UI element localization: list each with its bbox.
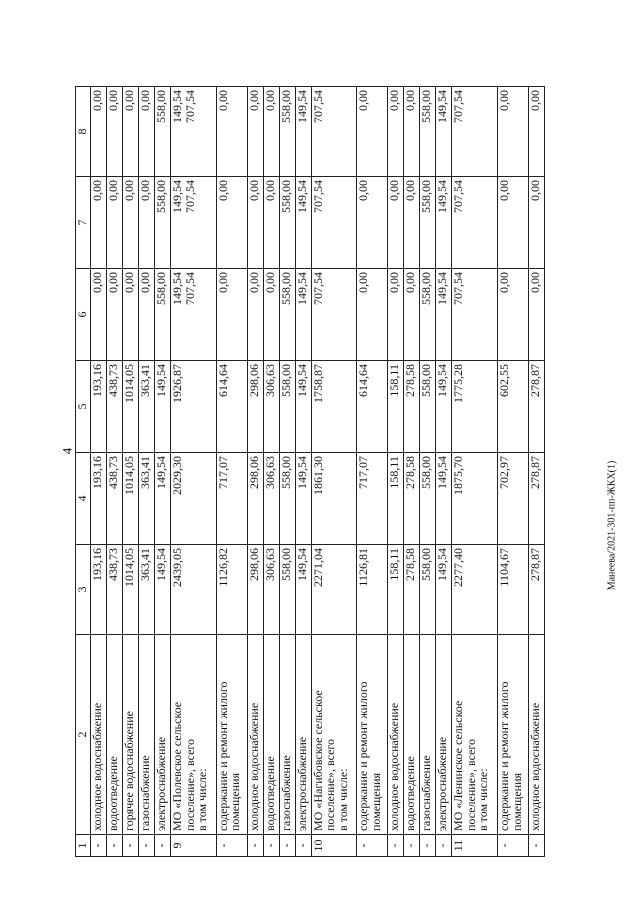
- row-name-cell: газоснабжение: [279, 635, 295, 835]
- value-cell-c6: 0,00: [357, 269, 388, 361]
- row-name-cell: водоотведение: [263, 635, 279, 835]
- col-header: 4: [76, 453, 91, 545]
- value-cell-c5: 278,87: [528, 361, 544, 453]
- row-index-cell: -: [123, 835, 139, 857]
- row-index-cell: -: [420, 835, 436, 857]
- row-name-cell: холодное водоснабжение: [528, 635, 544, 835]
- row-index-cell: -: [436, 835, 452, 857]
- row-index-cell: -: [139, 835, 155, 857]
- table-row: [436, 87, 452, 857]
- value-cell-c5: 614,64: [216, 361, 247, 453]
- value-cell-c4: 193,16: [91, 453, 107, 545]
- value-cell-c5: 158,11: [388, 361, 404, 453]
- row-index-cell: 10: [311, 835, 357, 857]
- table-row: [420, 87, 436, 857]
- row-index-cell: -: [263, 835, 279, 857]
- row-name-cell: холодное водоснабжение: [91, 635, 107, 835]
- value-cell-c7: 0,00: [247, 177, 263, 269]
- value-cell-c8: 707,54: [311, 87, 357, 177]
- value-cell-c3: 2439,05: [171, 545, 217, 635]
- value-cell-c3: 1126,82: [216, 545, 247, 635]
- value-cell-c6: 0,00: [528, 269, 544, 361]
- row-index-cell: -: [107, 835, 123, 857]
- table-row: [171, 87, 217, 857]
- value-cell-c7: 707,54: [452, 177, 498, 269]
- col-header: 3: [76, 545, 91, 635]
- row-name-cell: МО «Полевское сельское поселение», всего в том числе:: [171, 635, 217, 835]
- col-header: 7: [76, 177, 91, 269]
- value-cell-c8: 0,00: [497, 87, 528, 177]
- value-cell-c8: 0,00: [139, 87, 155, 177]
- row-index-cell: -: [404, 835, 420, 857]
- value-cell-c6: 0,00: [263, 269, 279, 361]
- value-cell-c3: 558,00: [279, 545, 295, 635]
- value-cell-c6: 0,00: [404, 269, 420, 361]
- row-index-cell: 11: [452, 835, 498, 857]
- value-cell-c4: 558,00: [420, 453, 436, 545]
- value-cell-c6: 707,54: [452, 269, 498, 361]
- table-row: [279, 87, 295, 857]
- value-cell-c3: 363,41: [139, 545, 155, 635]
- value-cell-c4: 702,97: [497, 453, 528, 545]
- document-code: Манеева/2021-301-пп-ЖКХ(1): [606, 460, 618, 591]
- col-header: 6: [76, 269, 91, 361]
- header-row: [76, 87, 91, 857]
- row-name-cell: холодное водоснабжение: [247, 635, 263, 835]
- value-cell-c6: 0,00: [139, 269, 155, 361]
- value-cell-c3: 149,54: [155, 545, 171, 635]
- value-cell-c5: 1775,28: [452, 361, 498, 453]
- value-cell-c8: 0,00: [528, 87, 544, 177]
- value-cell-c6: 0,00: [216, 269, 247, 361]
- value-cell-c8: 0,00: [263, 87, 279, 177]
- value-cell-c8: 149,54: [436, 87, 452, 177]
- table-row: [155, 87, 171, 857]
- value-cell-c6: 149,54 707,54: [171, 269, 217, 361]
- value-cell-c5: 363,41: [139, 361, 155, 453]
- value-cell-c6: 149,54: [436, 269, 452, 361]
- value-cell-c7: 0,00: [107, 177, 123, 269]
- value-cell-c8: 707,54: [452, 87, 498, 177]
- value-cell-c3: 1014,05: [123, 545, 139, 635]
- value-cell-c6: 0,00: [388, 269, 404, 361]
- row-index-cell: -: [388, 835, 404, 857]
- value-cell-c8: 0,00: [357, 87, 388, 177]
- table-row: [357, 87, 388, 857]
- value-cell-c5: 558,00: [420, 361, 436, 453]
- row-name-cell: электроснабжение: [155, 635, 171, 835]
- value-cell-c8: 558,00: [420, 87, 436, 177]
- value-cell-c4: 149,54: [155, 453, 171, 545]
- value-cell-c5: 149,54: [436, 361, 452, 453]
- rotated-table-container: [75, 87, 545, 857]
- row-name-cell: водоотведение: [107, 635, 123, 835]
- value-cell-c7: 558,00: [155, 177, 171, 269]
- value-cell-c5: 614,64: [357, 361, 388, 453]
- value-cell-c5: 149,54: [295, 361, 311, 453]
- value-cell-c6: 0,00: [497, 269, 528, 361]
- value-cell-c7: 0,00: [263, 177, 279, 269]
- value-cell-c4: 158,11: [388, 453, 404, 545]
- value-cell-c5: 298,06: [247, 361, 263, 453]
- table-row: [404, 87, 420, 857]
- value-cell-c5: 1926,87: [171, 361, 217, 453]
- row-index-cell: -: [497, 835, 528, 857]
- value-cell-c5: 193,16: [91, 361, 107, 453]
- table-row: [107, 87, 123, 857]
- col-header: 2: [76, 635, 91, 835]
- col-header: 5: [76, 361, 91, 453]
- value-cell-c8: 0,00: [388, 87, 404, 177]
- value-cell-c3: 158,11: [388, 545, 404, 635]
- value-cell-c3: 149,54: [295, 545, 311, 635]
- value-cell-c7: 707,54: [311, 177, 357, 269]
- value-cell-c7: 0,00: [139, 177, 155, 269]
- row-name-cell: водоотведение: [404, 635, 420, 835]
- row-index-cell: -: [216, 835, 247, 857]
- row-name-cell: газоснабжение: [420, 635, 436, 835]
- value-cell-c3: 2277,40: [452, 545, 498, 635]
- value-cell-c8: 0,00: [91, 87, 107, 177]
- value-cell-c4: 558,00: [279, 453, 295, 545]
- value-cell-c7: 0,00: [404, 177, 420, 269]
- value-cell-c3: 278,87: [528, 545, 544, 635]
- value-cell-c7: 0,00: [91, 177, 107, 269]
- value-cell-c3: 306,63: [263, 545, 279, 635]
- value-cell-c6: 558,00: [279, 269, 295, 361]
- value-cell-c4: 278,58: [404, 453, 420, 545]
- value-cell-c4: 717,07: [357, 453, 388, 545]
- value-cell-c4: 1014,05: [123, 453, 139, 545]
- table-row: [263, 87, 279, 857]
- col-header: 8: [76, 87, 91, 177]
- value-cell-c4: 278,87: [528, 453, 544, 545]
- value-cell-c8: 558,00: [155, 87, 171, 177]
- value-cell-c8: 558,00: [279, 87, 295, 177]
- value-cell-c3: 438,73: [107, 545, 123, 635]
- row-name-cell: МО «Ленинское сельское поселение», всего в том числе:: [452, 635, 498, 835]
- value-cell-c4: 1861,30: [311, 453, 357, 545]
- value-cell-c8: 0,00: [404, 87, 420, 177]
- row-index-cell: -: [357, 835, 388, 857]
- value-cell-c6: 558,00: [155, 269, 171, 361]
- value-cell-c3: 149,54: [436, 545, 452, 635]
- value-cell-c4: 149,54: [295, 453, 311, 545]
- row-name-cell: содержание и ремонт жилого помещения: [357, 635, 388, 835]
- value-cell-c3: 1126,81: [357, 545, 388, 635]
- value-cell-c4: 717,07: [216, 453, 247, 545]
- value-cell-c8: 0,00: [107, 87, 123, 177]
- value-cell-c4: 438,73: [107, 453, 123, 545]
- value-cell-c7: 558,00: [420, 177, 436, 269]
- row-index-cell: -: [91, 835, 107, 857]
- value-cell-c7: 558,00: [279, 177, 295, 269]
- value-cell-c3: 558,00: [420, 545, 436, 635]
- value-cell-c7: 0,00: [357, 177, 388, 269]
- col-header: 1: [76, 835, 91, 857]
- value-cell-c8: 149,54 707,54: [171, 87, 217, 177]
- value-cell-c4: 363,41: [139, 453, 155, 545]
- table-body: [91, 87, 545, 857]
- row-name-cell: газоснабжение: [139, 635, 155, 835]
- value-cell-c4: 149,54: [436, 453, 452, 545]
- value-cell-c3: 2271,04: [311, 545, 357, 635]
- row-name-cell: МО «Нагибовское сельское поселение», всего в том числе:: [311, 635, 357, 835]
- tariff-table: [75, 86, 545, 857]
- value-cell-c3: 278,58: [404, 545, 420, 635]
- value-cell-c3: 298,06: [247, 545, 263, 635]
- row-name-cell: холодное водоснабжение: [388, 635, 404, 835]
- table-row: [311, 87, 357, 857]
- value-cell-c7: 149,54: [436, 177, 452, 269]
- row-name-cell: электроснабжение: [436, 635, 452, 835]
- page-number: 4: [59, 447, 75, 455]
- value-cell-c6: 0,00: [91, 269, 107, 361]
- value-cell-c8: 0,00: [123, 87, 139, 177]
- row-name-cell: горячее водоснабжение: [123, 635, 139, 835]
- row-name-cell: содержание и ремонт жилого помещения: [497, 635, 528, 835]
- table-row: [91, 87, 107, 857]
- value-cell-c4: 1875,70: [452, 453, 498, 545]
- row-index-cell: -: [155, 835, 171, 857]
- value-cell-c7: 0,00: [497, 177, 528, 269]
- value-cell-c7: 0,00: [388, 177, 404, 269]
- value-cell-c6: 558,00: [420, 269, 436, 361]
- table-row: [247, 87, 263, 857]
- table-row: [497, 87, 528, 857]
- value-cell-c3: 1104,67: [497, 545, 528, 635]
- value-cell-c4: 306,63: [263, 453, 279, 545]
- value-cell-c7: 0,00: [216, 177, 247, 269]
- value-cell-c7: 0,00: [528, 177, 544, 269]
- row-name-cell: электроснабжение: [295, 635, 311, 835]
- value-cell-c5: 438,73: [107, 361, 123, 453]
- value-cell-c8: 149,54: [295, 87, 311, 177]
- value-cell-c6: 149,54: [295, 269, 311, 361]
- value-cell-c8: 0,00: [216, 87, 247, 177]
- value-cell-c7: 0,00: [123, 177, 139, 269]
- table-row: [528, 87, 544, 857]
- value-cell-c6: 0,00: [123, 269, 139, 361]
- row-index-cell: -: [247, 835, 263, 857]
- table-row: [388, 87, 404, 857]
- row-index-cell: -: [279, 835, 295, 857]
- value-cell-c5: 558,00: [279, 361, 295, 453]
- table-row: [452, 87, 498, 857]
- row-name-cell: содержание и ремонт жилого помещения: [216, 635, 247, 835]
- value-cell-c5: 278,58: [404, 361, 420, 453]
- value-cell-c5: 1758,87: [311, 361, 357, 453]
- value-cell-c4: 2029,30: [171, 453, 217, 545]
- value-cell-c5: 306,63: [263, 361, 279, 453]
- row-index-cell: -: [528, 835, 544, 857]
- table-row: [139, 87, 155, 857]
- value-cell-c6: 0,00: [247, 269, 263, 361]
- table-row: [123, 87, 139, 857]
- row-index-cell: -: [295, 835, 311, 857]
- value-cell-c6: 707,54: [311, 269, 357, 361]
- table-row: [216, 87, 247, 857]
- value-cell-c5: 1014,05: [123, 361, 139, 453]
- row-index-cell: 9: [171, 835, 217, 857]
- value-cell-c6: 0,00: [107, 269, 123, 361]
- value-cell-c7: 149,54 707,54: [171, 177, 217, 269]
- value-cell-c8: 0,00: [247, 87, 263, 177]
- value-cell-c5: 602,55: [497, 361, 528, 453]
- table-row: [295, 87, 311, 857]
- value-cell-c3: 193,16: [91, 545, 107, 635]
- value-cell-c5: 149,54: [155, 361, 171, 453]
- value-cell-c7: 149,54: [295, 177, 311, 269]
- value-cell-c4: 298,06: [247, 453, 263, 545]
